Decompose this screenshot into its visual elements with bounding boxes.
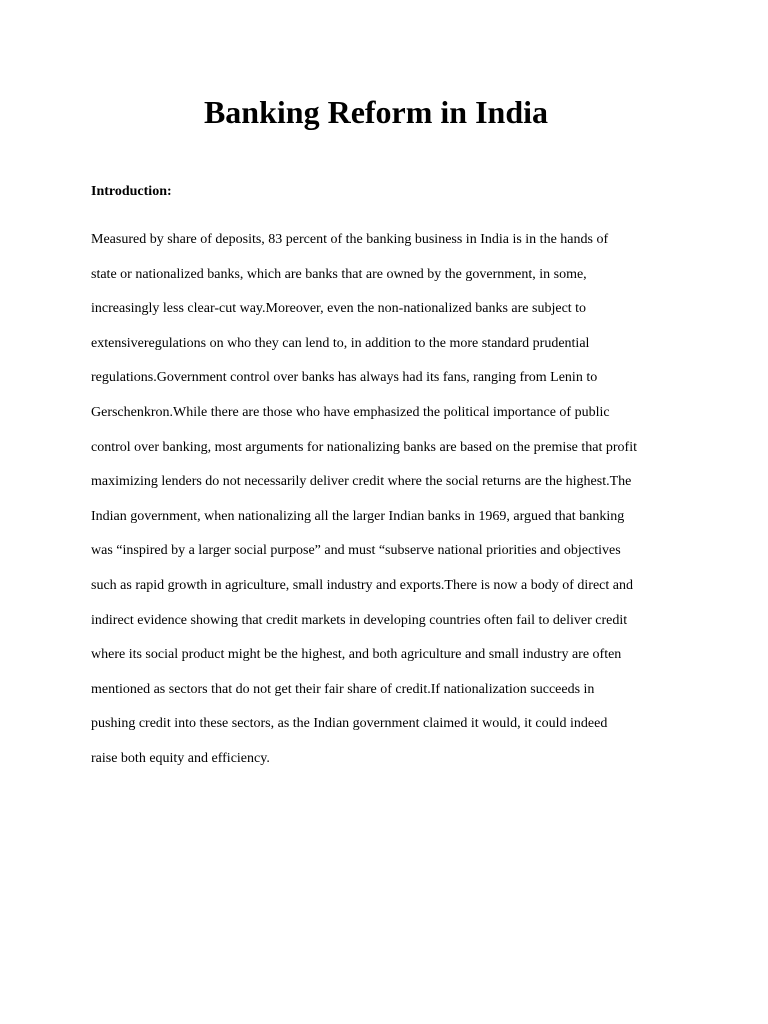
paragraph-line: regulations.Government control over banks has always had its fans, ranging from Lenin to (91, 370, 598, 386)
paragraph-line: increasingly less clear-cut way.Moreover, even the non-nationalized banks are subject to (91, 301, 587, 317)
paragraph-line: maximizing lenders do not necessarily deliver credit where the social returns are the highest.The (91, 474, 632, 490)
paragraph-line: raise both equity and efficiency. (91, 750, 270, 766)
document-title: Banking Reform in India (203, 94, 549, 130)
paragraph-line: pushing credit into these sectors, as the Indian government claimed it would, it could indeed (91, 716, 608, 732)
section-heading: Introduction: (91, 184, 172, 199)
paragraph-line: mentioned as sectors that do not get their fair share of credit.If nationalization succeeds in (91, 681, 595, 697)
paragraph-line: control over banking, most arguments for nationalizing banks are based on the premise that profit (91, 439, 637, 455)
body-paragraph (91, 229, 731, 783)
paragraph-line: such as rapid growth in agriculture, small industry and exports.There is now a body of direct and (91, 577, 633, 593)
paragraph-line: Measured by share of deposits, 83 percent of the banking business in India is in the hands of (91, 232, 609, 247)
paragraph-line: extensiveregulations on who they can lend to, in addition to the more standard prudential (91, 335, 590, 351)
paragraph-line: Indian government, when nationalizing all the larger Indian banks in 1969, argued that banking (91, 508, 625, 524)
paragraph-line: indirect evidence showing that credit markets in developing countries often fail to deliver credit (91, 612, 628, 628)
paragraph-line: state or nationalized banks, which are banks that are owned by the government, in some, (91, 266, 587, 282)
paragraph-line: Gerschenkron.While there are those who have emphasized the political importance of public (91, 404, 610, 420)
paragraph-line: where its social product might be the highest, and both agriculture and small industry are often (91, 647, 622, 663)
paragraph-line: was “inspired by a larger social purpose” and must “subserve national priorities and objectives (91, 543, 621, 559)
